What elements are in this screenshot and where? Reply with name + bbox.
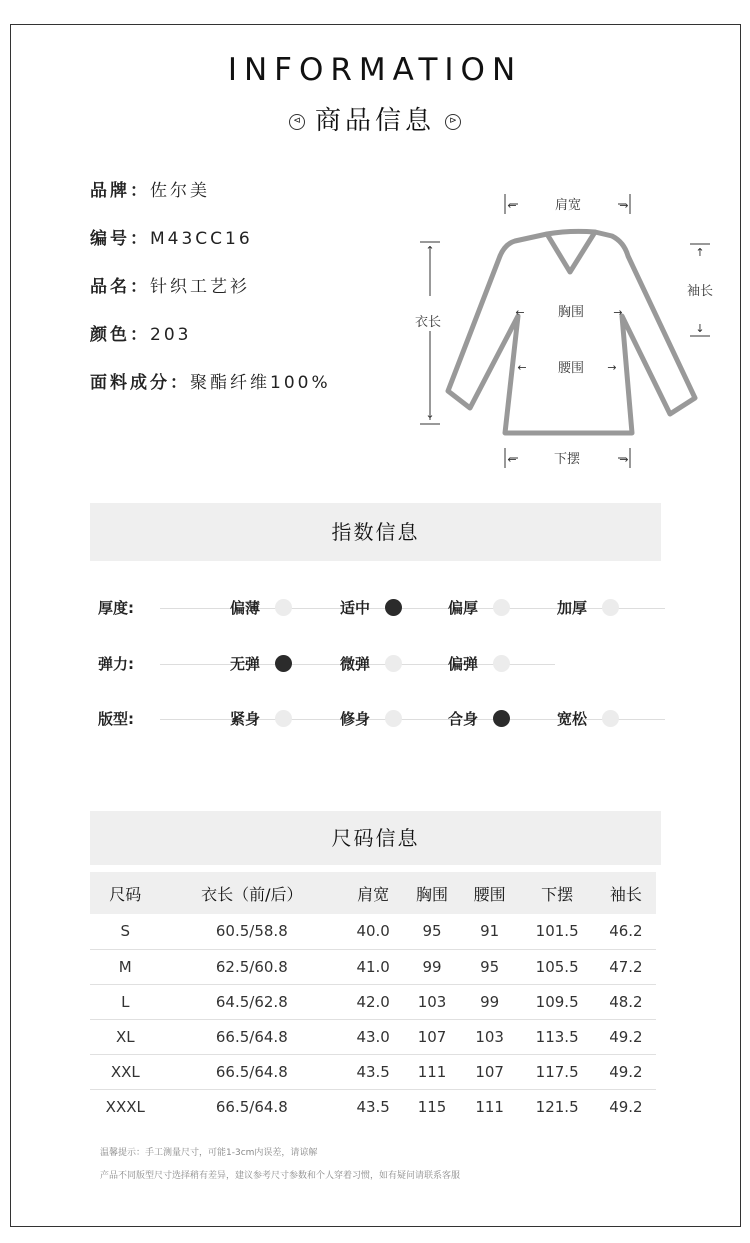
cell: 105.5 bbox=[518, 949, 595, 984]
cell: 43.5 bbox=[343, 1054, 403, 1089]
cell: 62.5/60.8 bbox=[161, 949, 344, 984]
info-row-color bbox=[90, 320, 331, 368]
cell: S bbox=[90, 914, 161, 949]
info-value: 佐尔美 bbox=[150, 181, 210, 201]
header-chest: 胸围 bbox=[403, 872, 461, 914]
arrow-right-icon: → bbox=[619, 453, 629, 466]
arrow-up-icon: ↑ bbox=[695, 246, 705, 259]
option-dot-selected bbox=[385, 599, 402, 616]
option-label: 适中 bbox=[340, 599, 371, 617]
title-chinese-text: 商品信息 bbox=[314, 106, 435, 136]
option-label: 无弹 bbox=[230, 655, 261, 673]
info-row-name bbox=[90, 272, 331, 320]
option-label: 加厚 bbox=[557, 599, 588, 617]
cell: 66.5/64.8 bbox=[161, 1019, 344, 1054]
index-label: 厚度: bbox=[98, 599, 134, 617]
cell: 101.5 bbox=[518, 914, 595, 949]
cell: 109.5 bbox=[518, 984, 595, 1019]
option-label: 合身 bbox=[448, 710, 479, 728]
index-label: 版型: bbox=[98, 710, 134, 728]
cell: 66.5/64.8 bbox=[215, 1097, 288, 1116]
cell: 113.5 bbox=[518, 1019, 595, 1054]
cell: 111 bbox=[475, 1097, 504, 1116]
cell: 111 bbox=[403, 1054, 461, 1089]
cell: 40.0 bbox=[343, 914, 403, 949]
option-dot bbox=[275, 599, 292, 616]
option-dot-selected bbox=[275, 655, 292, 672]
cell: 95 bbox=[461, 949, 519, 984]
info-row-brand bbox=[90, 176, 331, 224]
option-dot-selected bbox=[493, 710, 510, 727]
arrow-up-icon: ↑ bbox=[425, 244, 435, 257]
cell: 66.5/64.8 bbox=[161, 1054, 344, 1089]
table-row bbox=[90, 1019, 656, 1054]
cell: 115 bbox=[417, 1097, 447, 1116]
arrow-left-icon: ← bbox=[507, 199, 517, 212]
cell: 103 bbox=[461, 1019, 519, 1054]
cell: 107 bbox=[461, 1054, 519, 1089]
cell: 42.0 bbox=[343, 984, 403, 1019]
cell: 95 bbox=[403, 914, 461, 949]
cell: 49.2 bbox=[609, 1097, 643, 1116]
header-size: 尺码 bbox=[90, 872, 161, 914]
index-row-fit bbox=[98, 708, 668, 732]
cell: 103 bbox=[403, 984, 461, 1019]
cell: 48.2 bbox=[596, 984, 656, 1019]
cell: M bbox=[90, 949, 161, 984]
info-key: 面料成分： bbox=[90, 373, 190, 393]
garment-collar bbox=[547, 231, 595, 272]
arrow-left-icon: ← bbox=[507, 453, 517, 466]
header-hem: 下摆 bbox=[518, 872, 595, 914]
cell: 99 bbox=[461, 984, 519, 1019]
option-label: 紧身 bbox=[230, 710, 261, 728]
cell: 60.5/58.8 bbox=[161, 914, 344, 949]
cell: 99 bbox=[403, 949, 461, 984]
option-dot bbox=[385, 710, 402, 727]
size-table bbox=[90, 872, 656, 1124]
option-label: 修身 bbox=[340, 710, 371, 728]
cell: XXXL bbox=[105, 1097, 145, 1116]
index-label: 弹力: bbox=[98, 655, 134, 673]
info-value: 针织工艺衫 bbox=[150, 277, 250, 297]
cell: 117.5 bbox=[518, 1054, 595, 1089]
option-dot bbox=[602, 710, 619, 727]
info-key: 品名： bbox=[90, 277, 150, 297]
info-value: M43CC16 bbox=[150, 229, 253, 249]
option-label: 偏薄 bbox=[230, 599, 261, 617]
info-key: 编号： bbox=[90, 229, 150, 249]
hem-label: 下摆 bbox=[553, 452, 581, 467]
option-label: 偏厚 bbox=[448, 599, 479, 617]
cell: 46.2 bbox=[596, 914, 656, 949]
note-fit: 产品不同版型尺寸选择稍有差异，建议参考尺寸参数和个人穿着习惯，如有疑问请联系客服 bbox=[100, 1171, 461, 1181]
table-row bbox=[90, 949, 656, 984]
title-english: INFORMATION bbox=[227, 52, 523, 88]
cell: 49.2 bbox=[596, 1019, 656, 1054]
cell: XL bbox=[90, 1019, 161, 1054]
size-table-header bbox=[90, 872, 656, 914]
length-label: 衣长 bbox=[414, 315, 442, 330]
sleeve-label: 袖长 bbox=[686, 284, 714, 299]
index-section-title: 指数信息 bbox=[90, 503, 661, 561]
option-dot bbox=[602, 599, 619, 616]
info-value: 聚酯纤维100% bbox=[190, 373, 331, 393]
product-info bbox=[90, 176, 331, 416]
cell: L bbox=[90, 984, 161, 1019]
table-row bbox=[90, 1089, 656, 1124]
info-value: 203 bbox=[150, 325, 192, 345]
option-label: 偏弹 bbox=[448, 655, 479, 673]
header-length: 衣长（前/后） bbox=[161, 872, 344, 914]
index-row-thickness bbox=[98, 597, 668, 621]
cell: 41.0 bbox=[343, 949, 403, 984]
waist-label: 腰围 bbox=[557, 361, 585, 376]
option-dot bbox=[493, 655, 510, 672]
option-dot bbox=[385, 655, 402, 672]
option-dot bbox=[493, 599, 510, 616]
arrow-down-icon: ↓ bbox=[425, 408, 435, 421]
cell: 121.5 bbox=[535, 1097, 579, 1116]
cell: XXL bbox=[90, 1054, 161, 1089]
arrow-left-icon: ← bbox=[515, 306, 525, 319]
option-dot bbox=[275, 710, 292, 727]
cell: 49.2 bbox=[596, 1054, 656, 1089]
arrow-right-icon: → bbox=[619, 199, 629, 212]
option-label: 微弹 bbox=[340, 655, 371, 673]
size-section-title: 尺码信息 bbox=[90, 811, 661, 865]
table-row bbox=[90, 984, 656, 1019]
arrow-left-icon: ← bbox=[517, 361, 527, 374]
title-chinese bbox=[0, 100, 750, 137]
arrow-right-icon: → bbox=[607, 361, 617, 374]
info-row-fabric bbox=[90, 368, 331, 416]
chest-label: 胸围 bbox=[557, 305, 585, 320]
index-row-elasticity bbox=[98, 653, 668, 677]
cell: 43.0 bbox=[343, 1019, 403, 1054]
option-label: 宽松 bbox=[557, 710, 588, 728]
cell: 91 bbox=[461, 914, 519, 949]
garment-outline bbox=[448, 232, 695, 433]
arrow-left-icon: ⊲ bbox=[289, 114, 305, 130]
info-key: 品牌： bbox=[90, 181, 150, 201]
cell: 47.2 bbox=[596, 949, 656, 984]
arrow-down-icon: ↓ bbox=[695, 322, 705, 335]
cell: 107 bbox=[403, 1019, 461, 1054]
cell: 43.5 bbox=[356, 1097, 390, 1116]
cell: 64.5/62.8 bbox=[161, 984, 344, 1019]
info-key: 颜色： bbox=[90, 325, 150, 345]
table-row bbox=[90, 1054, 656, 1089]
arrow-right-icon: ⊳ bbox=[445, 114, 461, 130]
header-shoulder: 肩宽 bbox=[343, 872, 403, 914]
table-row bbox=[90, 914, 656, 949]
info-row-code bbox=[90, 224, 331, 272]
arrow-right-icon: → bbox=[613, 306, 623, 319]
note-measurement: 温馨提示：手工测量尺寸，可能1-3cm内误差，请谅解 bbox=[100, 1148, 318, 1158]
shoulder-label: 肩宽 bbox=[554, 198, 582, 213]
header-sleeve: 袖长 bbox=[596, 872, 656, 914]
garment-diagram bbox=[400, 186, 730, 476]
header-waist: 腰围 bbox=[461, 872, 519, 914]
